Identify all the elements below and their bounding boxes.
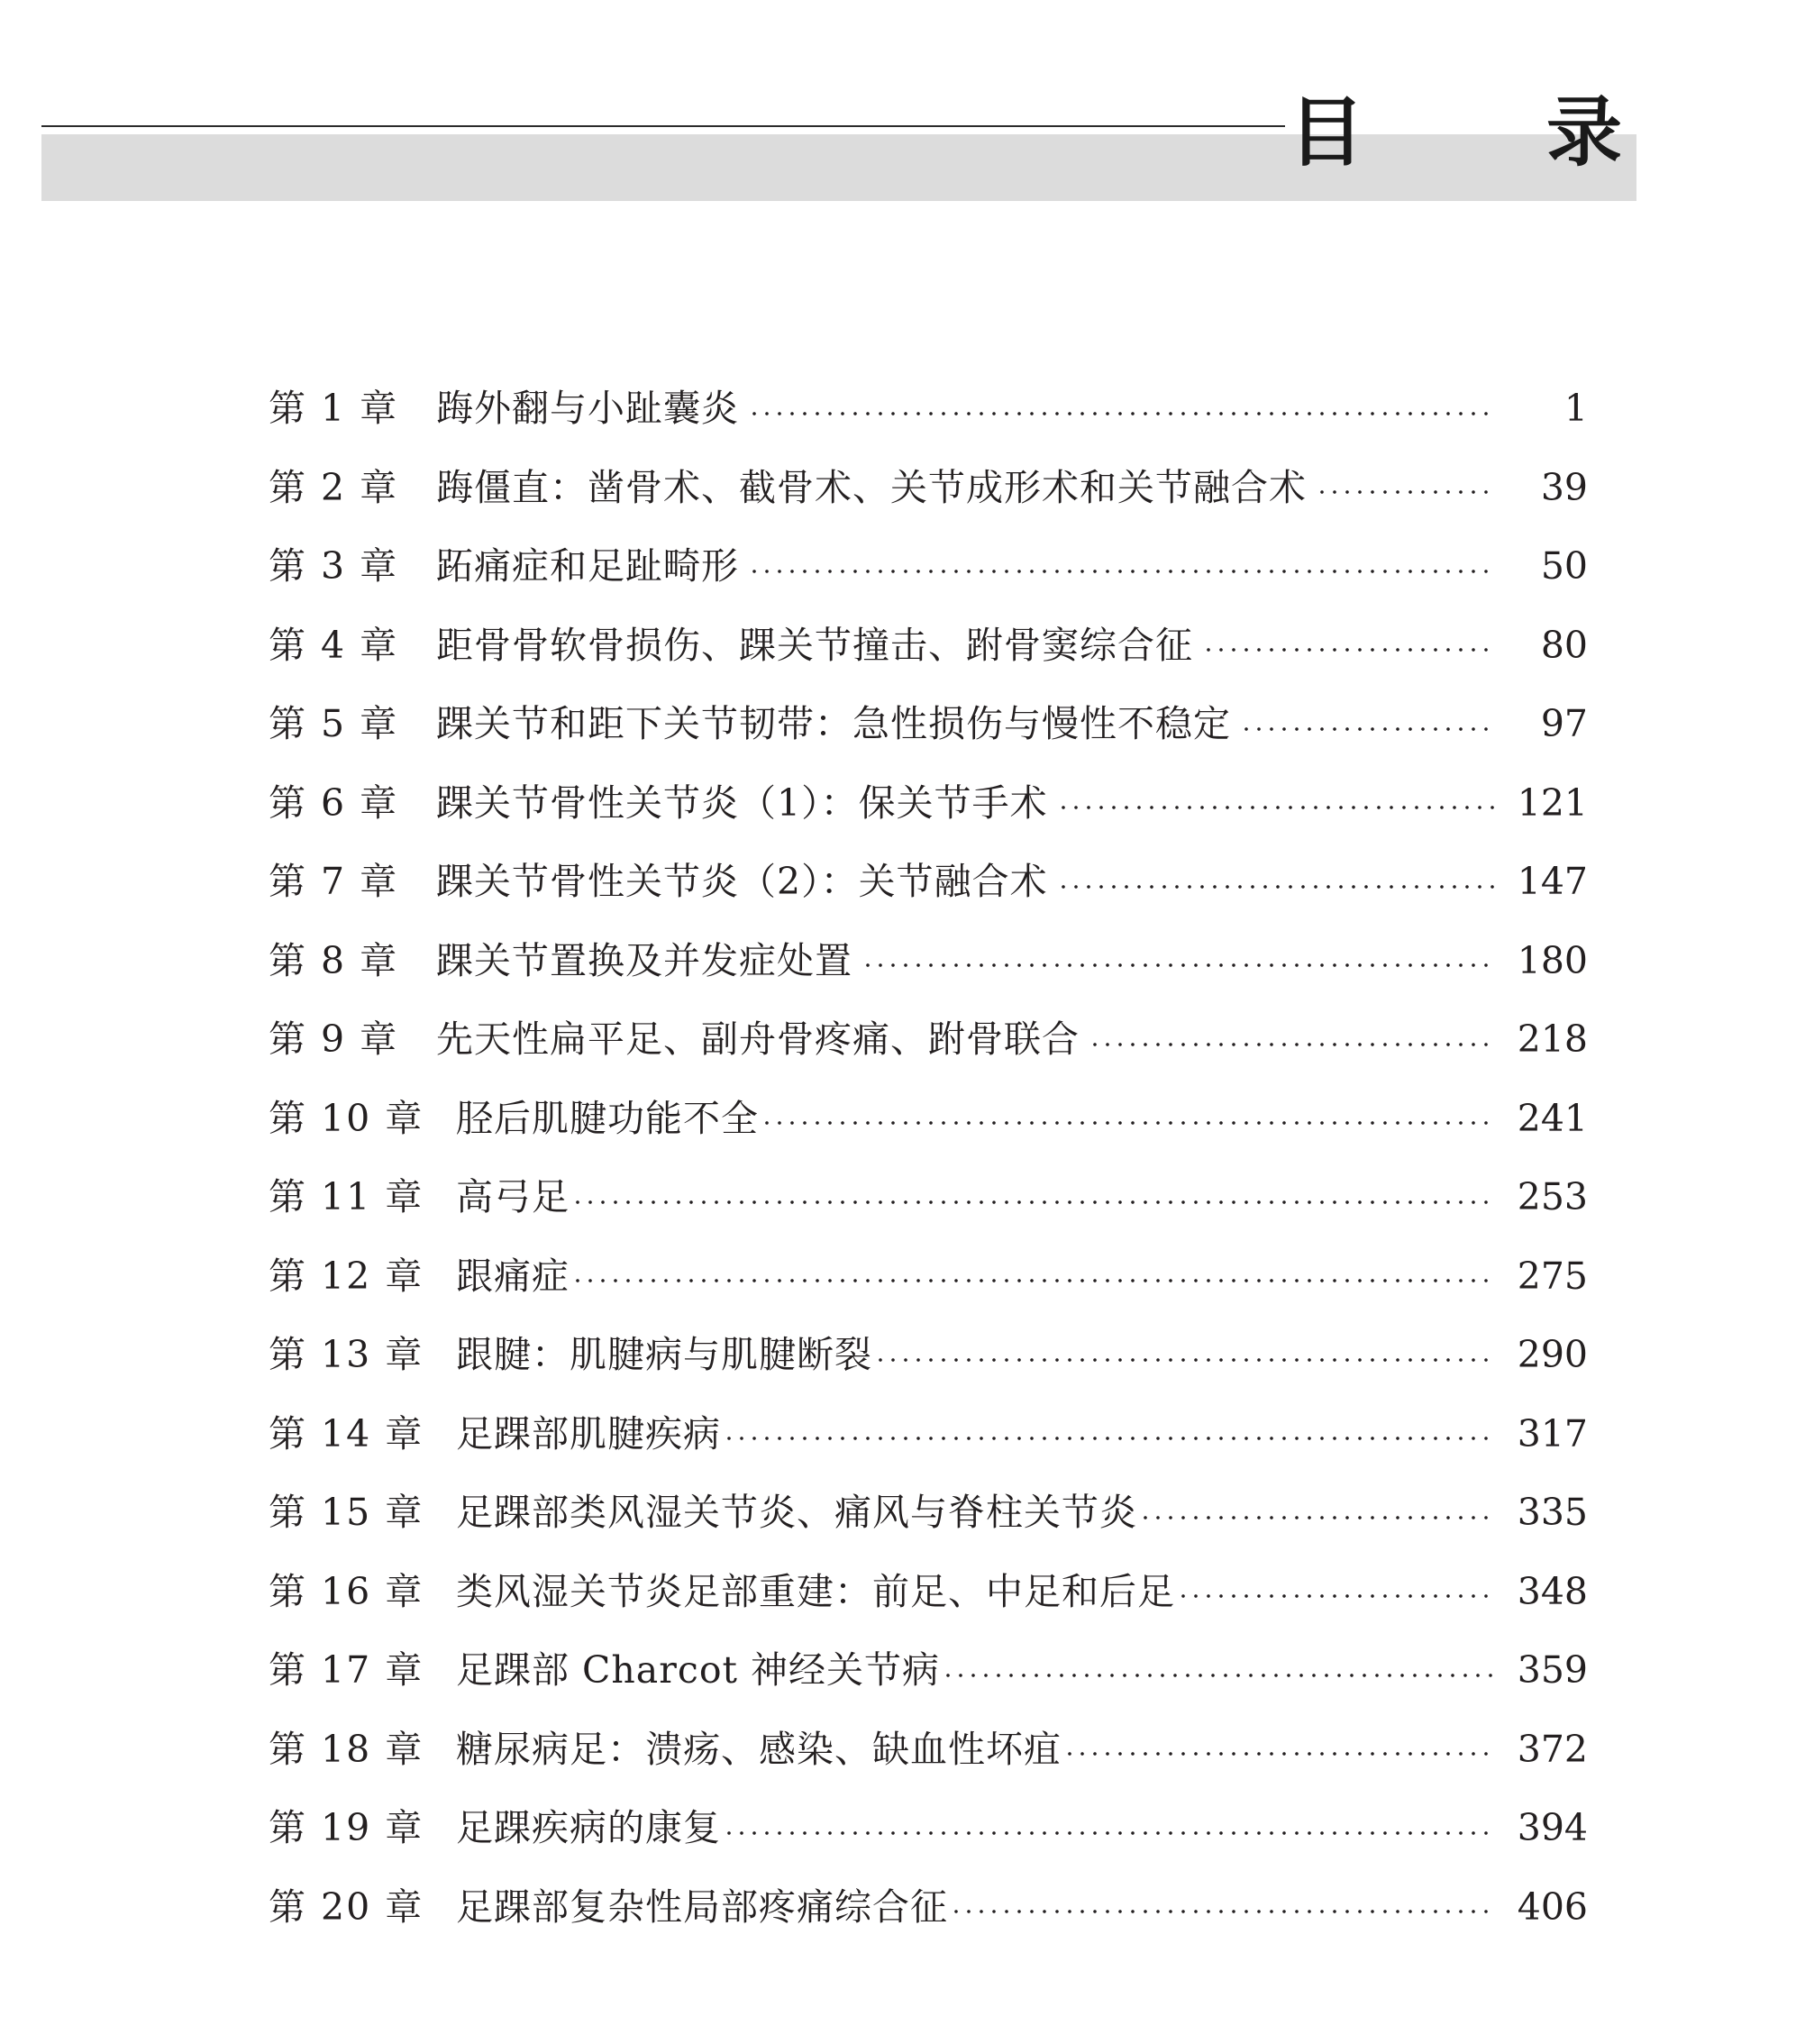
toc-entry[interactable] [269, 1395, 1588, 1474]
toc-chapter-number: 第 12 章 [269, 1254, 424, 1298]
toc-chapter-number: 第 11 章 [269, 1175, 424, 1218]
toc-chapter-title: 踇僵直：凿骨术、截骨术、关节成形术和关节融合术 [436, 465, 1307, 509]
toc-leader-dots [761, 1121, 1494, 1125]
toc-leader-dots [1063, 1752, 1494, 1756]
toc-page-number: 359 [1517, 1648, 1588, 1692]
toc-entry[interactable] [269, 607, 1588, 686]
toc-leader-dots [1240, 727, 1494, 731]
toc-leader-dots [861, 963, 1494, 967]
toc-chapter-number: 第 19 章 [269, 1806, 424, 1849]
toc-page-number: 253 [1517, 1175, 1588, 1218]
toc-chapter-title: 胫后肌腱功能不全 [456, 1096, 759, 1140]
toc-entry[interactable] [269, 370, 1588, 449]
toc-entry[interactable] [269, 922, 1588, 1001]
toc-leader-dots [874, 1358, 1494, 1362]
toc-page-number: 241 [1517, 1096, 1588, 1140]
toc-leader-dots [1177, 1594, 1494, 1598]
toc-chapter-title: 高弓足 [456, 1175, 570, 1218]
toc-page-number: 317 [1517, 1411, 1588, 1455]
toc-leader-dots [1202, 648, 1494, 652]
toc-leader-dots [1139, 1516, 1494, 1519]
toc-entry[interactable] [269, 1631, 1588, 1711]
toc-chapter-title: 足踝部复杂性局部疼痛综合征 [456, 1884, 948, 1929]
toc-entry[interactable] [269, 1237, 1588, 1317]
toc-chapter-title: 跖痛症和足趾畸形 [436, 544, 739, 588]
toc-entry[interactable] [269, 1080, 1588, 1159]
toc-leader-dots [942, 1674, 1494, 1677]
toc-chapter-title: 足踝部类风湿关节炎、痛风与脊柱关节炎 [456, 1491, 1137, 1534]
toc-leader-dots [950, 1910, 1494, 1913]
toc-chapter-number: 第 4 章 [269, 623, 399, 667]
toc-chapter-title: 类风湿关节炎足部重建：前足、中足和后足 [456, 1569, 1175, 1613]
toc-chapter-number: 第 10 章 [269, 1096, 424, 1140]
page-title [1289, 83, 1622, 182]
toc-leader-dots [1316, 490, 1494, 494]
toc-chapter-number: 第 16 章 [269, 1569, 424, 1613]
toc-chapter-number: 第 9 章 [269, 1017, 399, 1061]
toc-chapter-title: 踝关节骨性关节炎（2）：关节融合术 [436, 860, 1048, 903]
toc-page-number: 348 [1517, 1569, 1588, 1613]
toc-entry[interactable] [269, 1711, 1588, 1790]
toc-entry[interactable] [269, 1474, 1588, 1553]
toc-chapter-title: 踝关节置换及并发症处置 [436, 938, 852, 982]
toc-entry[interactable] [269, 1316, 1588, 1395]
toc-chapter-title: 足踝疾病的康复 [456, 1806, 721, 1849]
toc-page-number: 50 [1540, 544, 1588, 588]
toc-entry[interactable] [269, 1000, 1588, 1080]
toc-page-number: 147 [1517, 860, 1588, 903]
toc-chapter-title: 足踝部 Charcot 神经关节病 [456, 1648, 941, 1692]
toc-chapter-number: 第 8 章 [269, 938, 399, 982]
toc-chapter-number: 第 13 章 [269, 1333, 424, 1376]
toc-entry[interactable] [269, 1158, 1588, 1237]
toc-entry[interactable] [269, 1553, 1588, 1632]
toc-page-number: 121 [1517, 780, 1588, 825]
toc-chapter-title: 踝关节和距下关节韧带：急性损伤与慢性不稳定 [436, 702, 1231, 745]
toc-leader-dots [723, 1831, 1494, 1835]
toc-page-number: 97 [1540, 702, 1588, 745]
toc-chapter-number: 第 20 章 [269, 1884, 424, 1929]
toc-page-number: 290 [1517, 1333, 1588, 1376]
toc-leader-dots [748, 412, 1494, 415]
toc-page-number: 275 [1517, 1254, 1588, 1298]
toc-page-number: 80 [1540, 623, 1588, 667]
toc-entry[interactable] [269, 1789, 1588, 1868]
toc-chapter-number: 第 14 章 [269, 1411, 424, 1455]
toc-page-number: 406 [1517, 1884, 1588, 1929]
toc-page-number: 39 [1540, 465, 1588, 509]
header-rule [41, 125, 1285, 127]
toc-chapter-title: 跟腱：肌腱病与肌腱断裂 [456, 1333, 872, 1376]
toc-page-number: 335 [1517, 1491, 1588, 1534]
toc-page-number: 180 [1517, 938, 1588, 982]
toc-chapter-number: 第 15 章 [269, 1491, 424, 1534]
toc-page-number: 372 [1517, 1727, 1588, 1771]
toc-chapter-title: 先天性扁平足、副舟骨疼痛、跗骨联合 [436, 1017, 1080, 1061]
toc-chapter-title: 距骨骨软骨损伤、踝关节撞击、跗骨窦综合征 [436, 623, 1193, 667]
toc-chapter-number: 第 5 章 [269, 702, 399, 745]
toc-leader-dots [1057, 885, 1494, 889]
toc-chapter-number: 第 17 章 [269, 1648, 424, 1692]
toc-entry[interactable] [269, 843, 1588, 922]
toc-page-number: 1 [1563, 387, 1588, 430]
toc-chapter-number: 第 3 章 [269, 544, 399, 588]
toc-chapter-number: 第 6 章 [269, 780, 399, 825]
toc-chapter-number: 第 18 章 [269, 1727, 424, 1771]
toc-chapter-title: 踇外翻与小趾囊炎 [436, 387, 739, 430]
toc-entry[interactable] [269, 764, 1588, 844]
table-of-contents [269, 370, 1588, 1947]
toc-chapter-number: 第 7 章 [269, 860, 399, 903]
toc-entry[interactable] [269, 1868, 1588, 1948]
toc-leader-dots [571, 1279, 1494, 1282]
toc-chapter-number: 第 2 章 [269, 465, 399, 509]
toc-leader-dots [723, 1437, 1494, 1440]
toc-entry[interactable] [269, 527, 1588, 607]
toc-page-number: 218 [1517, 1017, 1588, 1061]
toc-entry[interactable] [269, 685, 1588, 764]
toc-entry[interactable] [269, 449, 1588, 528]
toc-chapter-number: 第 1 章 [269, 387, 399, 430]
toc-leader-dots [571, 1200, 1494, 1204]
toc-leader-dots [1089, 1043, 1494, 1046]
toc-chapter-title: 跟痛症 [456, 1254, 570, 1298]
toc-leader-dots [1057, 806, 1494, 809]
toc-chapter-title: 糖尿病足：溃疡、感染、缺血性坏疽 [456, 1727, 1062, 1771]
toc-chapter-title: 足踝部肌腱疾病 [456, 1411, 721, 1455]
toc-chapter-title: 踝关节骨性关节炎（1）：保关节手术 [436, 780, 1048, 825]
page-title-left: 目 [1289, 88, 1365, 177]
toc-leader-dots [748, 570, 1494, 573]
page-title-right: 录 [1545, 88, 1622, 177]
toc-page-number: 394 [1517, 1806, 1588, 1849]
